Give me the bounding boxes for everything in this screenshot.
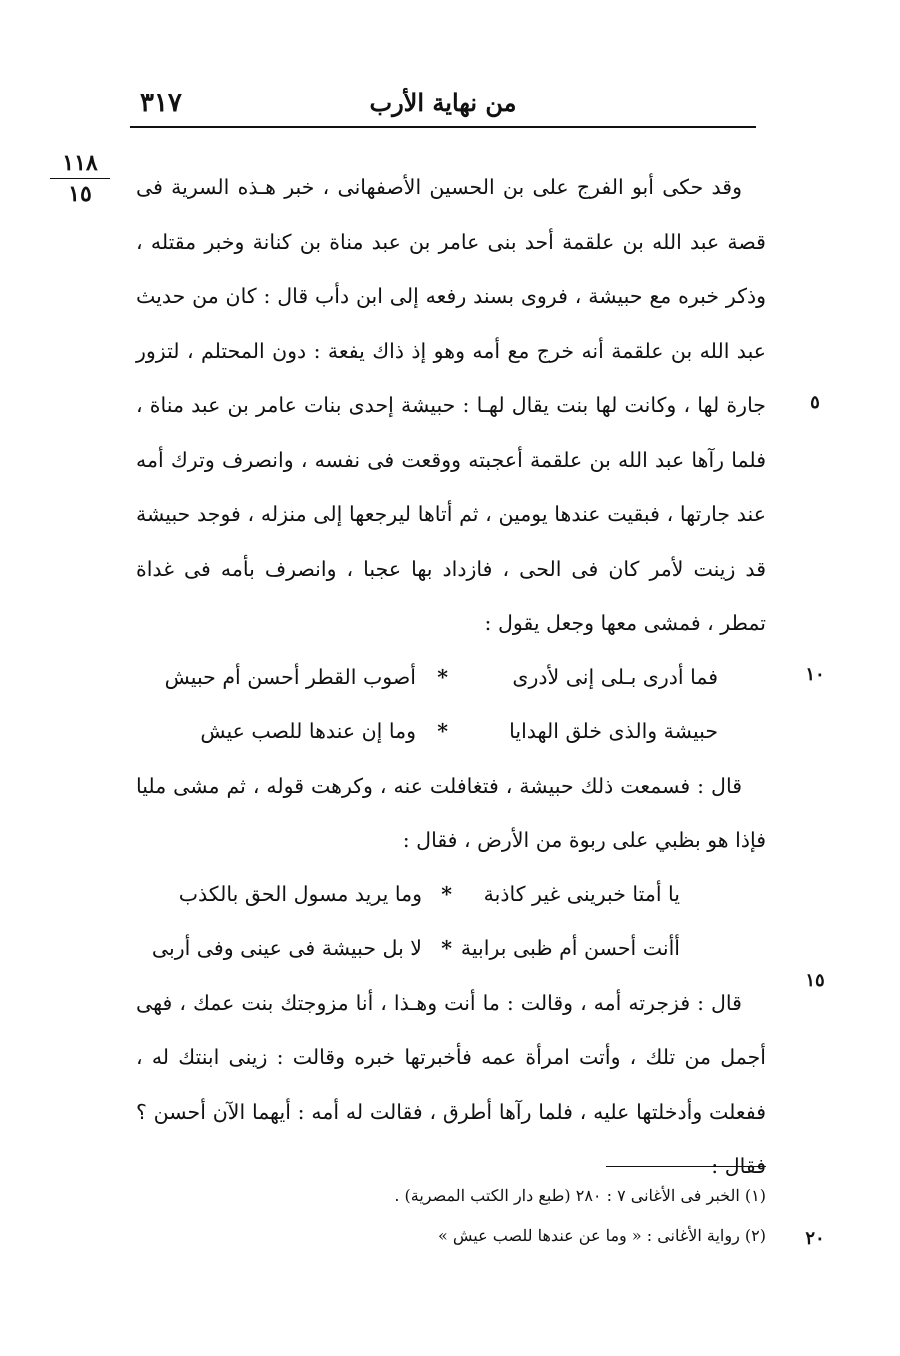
side-reference-bottom: ١٥: [68, 181, 92, 207]
footnote-rule: [606, 1166, 766, 1167]
text-line: ففعلت وأدخلتها عليه ، فلما رآها أطرق ، فقالت له أمه : أيهما الآن أحسن ؟: [136, 1099, 766, 1124]
footnote-1: (١) الخبر فى الأغانى ٧ : ٢٨٠ (طبع دار الكتب المصرية) .: [394, 1186, 766, 1205]
paragraph-2: [136, 759, 766, 868]
verse-hemistich-2: لا بل حبيشة فى عينى وفى أربى: [151, 935, 422, 960]
footnote-2: (٢) رواية الأغانى : « وما عن عندها للصب عيش »: [438, 1226, 766, 1245]
verse-hemistich-2: وما يريد مسول الحق بالكذب: [178, 881, 422, 906]
text-line: أعجبته ووقعت فى نفسه ، وانصرف وترك أمه عند جارتها ، فبقيت عندها يومين ،: [136, 447, 766, 526]
line-number-5: ٥: [810, 392, 820, 413]
text-line: قال : فسمعت ذلك حبيشة ، فتغافلت عنه ، وكرهت قوله ، ثم مشى مليا: [136, 773, 742, 798]
verse-hemistich-2: أصوب القطر أحسن أم حبيش: [164, 664, 416, 689]
line-number-20: ٢٠: [805, 1228, 825, 1249]
verse-separator: *: [437, 718, 448, 743]
verse-hemistich-1: يا أمتا خبرينى غير كاذبة: [483, 881, 680, 906]
text-line: أنه خرج مع أمه وهو إذ ذاك يفعة : دون المحتلم ، لتزور جارة لها ، وكانت لها بنت: [136, 338, 766, 417]
verse-hemistich-2: وما إن عندها للصب عيش: [200, 718, 416, 743]
text-line: وقد حكى أبو الفرج على بن الحسين الأصفهانى ، خبر هـذه السرية فى قصة: [136, 175, 766, 254]
running-title: من نهاية الأرب: [369, 88, 517, 117]
verse-line: [136, 868, 766, 922]
text-line: عجبا ، وانصرف بأمه فى غداة تمطر ، فمشى معها وجعل يقول :: [136, 556, 766, 635]
side-reference: [50, 150, 110, 207]
line-number-15: ١٥: [805, 970, 825, 991]
text-line: ثم أتاها ليرجعها إلى منزله ، فوجد حبيشة قد زينت لأمر كان فى الحى ، فازداد بها: [136, 502, 766, 581]
paragraph-3: [136, 976, 766, 1194]
text-line: يقال لهـا : حبيشة إحدى بنات عامر بن عبد مناة ، فلما رآها عبد الله بن علقمة: [136, 393, 766, 472]
main-text: [136, 160, 766, 1194]
verse-line: [136, 705, 766, 759]
side-reference-top: ١١٨: [50, 150, 110, 179]
verse-separator: *: [441, 881, 452, 906]
page-header: [130, 86, 756, 128]
line-number-10: ١٠: [805, 664, 825, 685]
verse-hemistich-1: فما أدرى بـلى إنى لأدرى: [512, 664, 718, 689]
paragraph-1: [136, 160, 766, 651]
verse-hemistich-1: حبيشة والذى خلق الهدايا: [509, 718, 718, 743]
text-line: عبد الله بن علقمة أحد بنى عامر بن عبد مناة بن كنانة وخبر مقتله ، وذكر خبره مع: [136, 229, 766, 308]
verse-separator: *: [441, 935, 452, 960]
text-line: فهى أجمل من تلك ، وأتت امرأة عمه فأخبرتها خبره وقالت : زينى ابنتك له ،: [136, 990, 766, 1069]
verse-hemistich-1: أأنت أحسن أم ظبى برابية: [460, 935, 680, 960]
text-line: حبيشة ، فروى بسند رفعه إلى ابن دأب قال : كان من حديث عبد الله بن علقمة: [136, 284, 766, 363]
text-line: فقال :: [711, 1154, 766, 1178]
verse-line: [136, 922, 766, 976]
verse-line: [136, 651, 766, 705]
page-number: ٣١٧: [140, 88, 182, 118]
text-line: قال : فزجرته أمه ، وقالت : ما أنت وهـذا ، أنا مزوجتك بنت عمك ،: [179, 990, 742, 1015]
verse-separator: *: [437, 664, 448, 689]
text-line: فإذا هو بظبي على ربوة من الأرض ، فقال :: [402, 828, 766, 852]
